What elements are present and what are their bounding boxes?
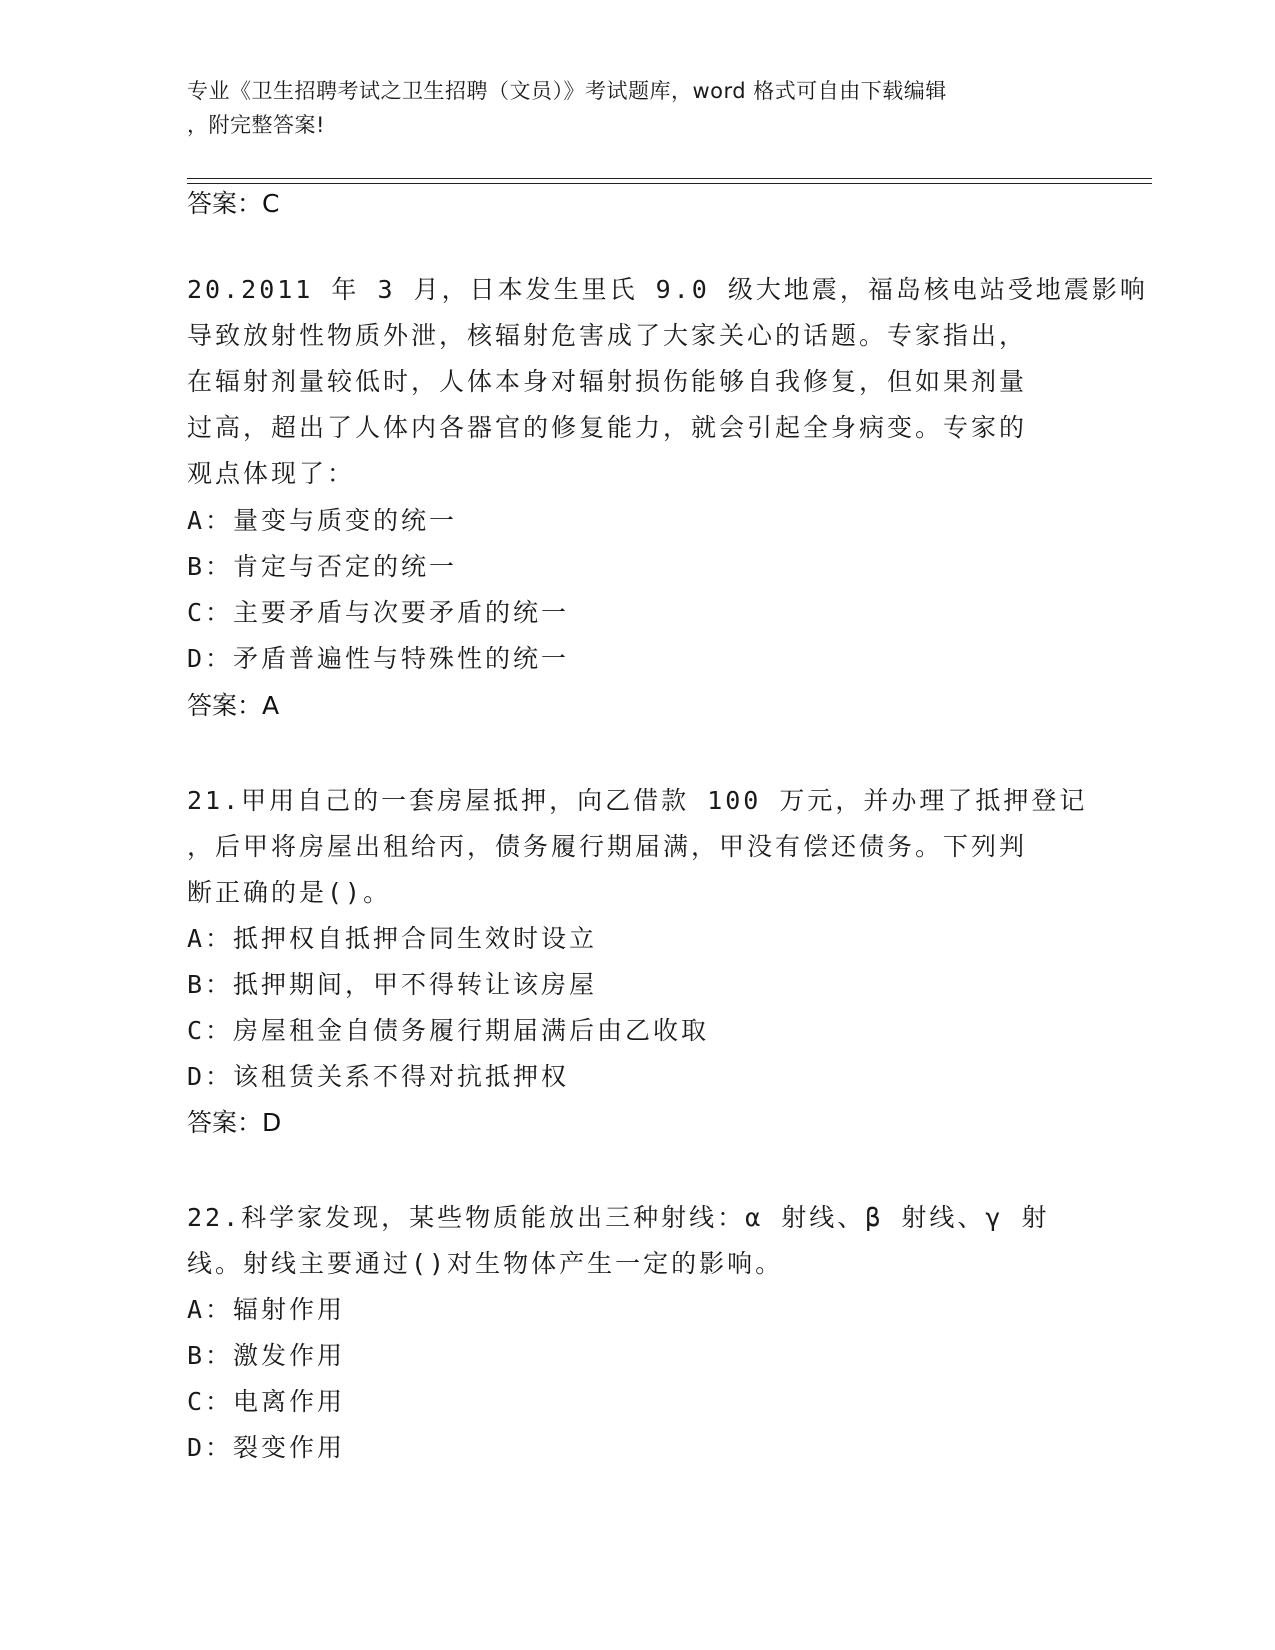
- question-line: 观点体现了：: [187, 459, 356, 488]
- option-c: C：房屋租金自债务履行期届满后由乙收取: [187, 1016, 710, 1045]
- option-a: A：辐射作用: [187, 1295, 346, 1324]
- option-c: C：主要矛盾与次要矛盾的统一: [187, 598, 570, 627]
- question-line: 断正确的是()。: [187, 878, 392, 907]
- question-line: 20.2011 年 3 月，日本发生里氏 9.0 级大地震，福岛核电站受地震影响: [187, 275, 1148, 304]
- option-d: D：该租赁关系不得对抗抵押权: [187, 1062, 570, 1091]
- answer-label: 答案：A: [187, 691, 280, 720]
- option-a: A：抵押权自抵押合同生效时设立: [187, 924, 598, 953]
- question-20-text: [187, 267, 1148, 497]
- option-b: B：肯定与否定的统一: [187, 552, 458, 581]
- question-line: 导致放射性物质外泄，核辐射危害成了大家关心的话题。专家指出，: [187, 321, 1028, 350]
- header-line: 专业《卫生招聘考试之卫生招聘（文员）》考试题库，word 格式可自由下载编辑: [187, 79, 947, 103]
- header-divider: [187, 178, 1152, 179]
- option-b: B：激发作用: [187, 1341, 346, 1370]
- question-line: 22.科学家发现，某些物质能放出三种射线：α 射线、β 射线、γ 射: [187, 1203, 1050, 1232]
- option-c: C：电离作用: [187, 1387, 346, 1416]
- option-a: A：量变与质变的统一: [187, 506, 458, 535]
- option-d: D：裂变作用: [187, 1433, 346, 1462]
- header-divider: [187, 183, 1152, 184]
- question-22-text: [187, 1195, 1087, 1287]
- answer-label: 答案：D: [187, 1108, 282, 1137]
- question-line: 21.甲用自己的一套房屋抵押，向乙借款 100 万元，并办理了抵押登记: [187, 786, 1088, 815]
- header-line: ，附完整答案!: [187, 113, 325, 137]
- question-line: ，后甲将房屋出租给丙，债务履行期届满，甲没有偿还债务。下列判: [187, 832, 1028, 861]
- question-line: 线。射线主要通过()对生物体产生一定的影响。: [187, 1249, 784, 1278]
- document-header: [187, 74, 1087, 142]
- question-line: 在辐射剂量较低时，人体本身对辐射损伤能够自我修复，但如果剂量: [187, 367, 1028, 396]
- question-line: 过高，超出了人体内各器官的修复能力，就会引起全身病变。专家的: [187, 413, 1028, 442]
- answer-label: 答案：C: [187, 189, 280, 218]
- option-b: B：抵押期间，甲不得转让该房屋: [187, 970, 598, 999]
- option-d: D：矛盾普遍性与特殊性的统一: [187, 644, 570, 673]
- question-21-text: [187, 778, 1087, 916]
